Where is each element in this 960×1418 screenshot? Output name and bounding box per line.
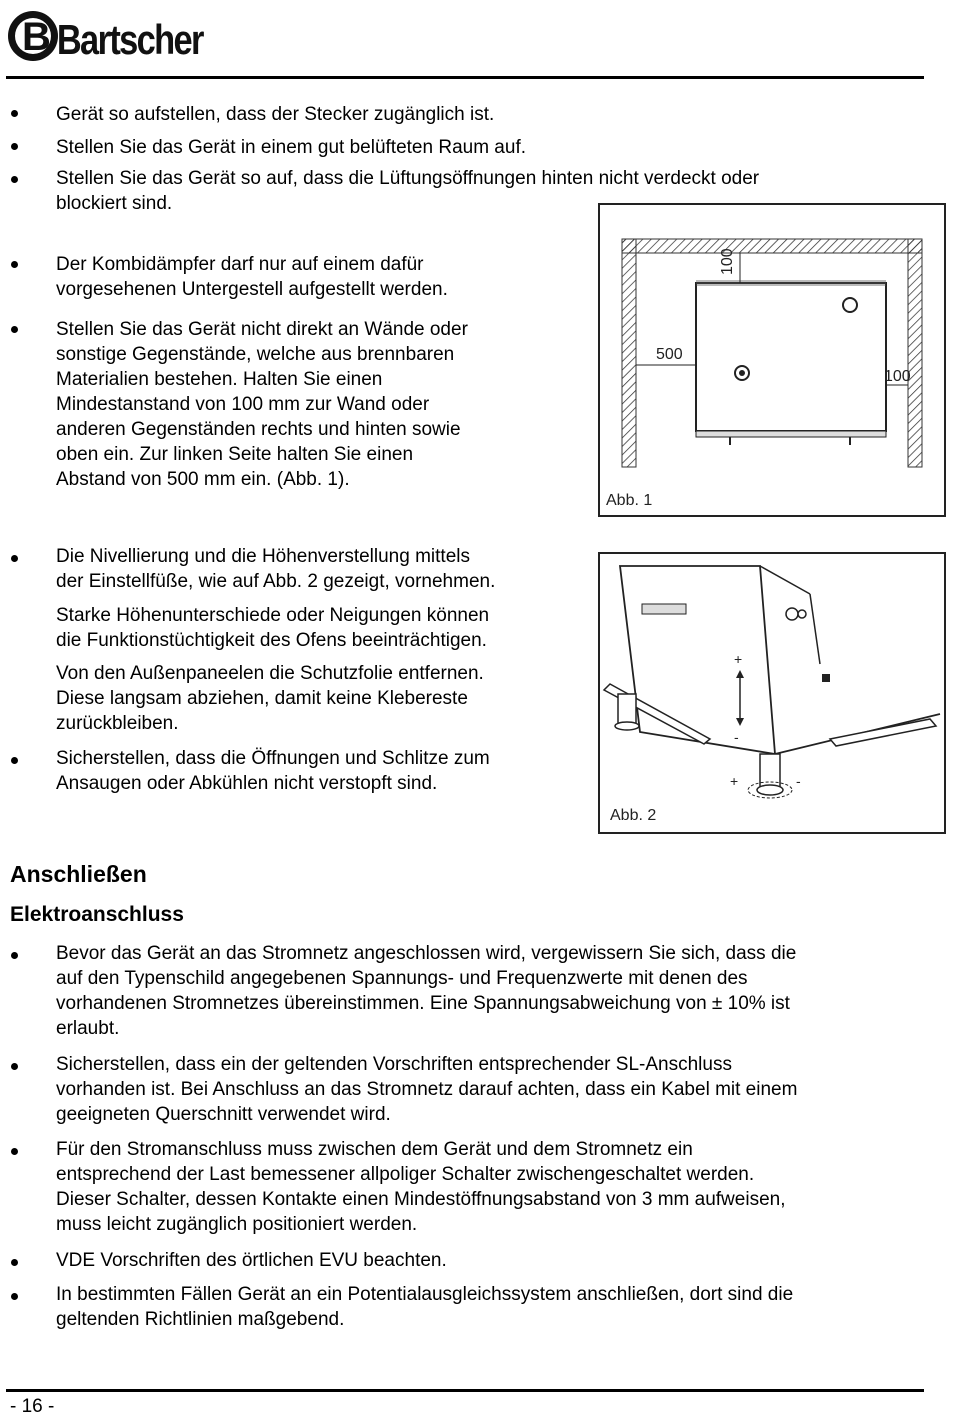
bullet-dot <box>11 326 18 333</box>
list-item: Für den Stromanschluss muss zwischen dem Gerät und dem Stromnetz ein entsprechend der Last bemessener allpoliger Schalter zwischengeschaltet werden. Dieser Schalter, dessen Kontakte einen Mindestöffnungsabstand von 3 mm aufweisen, muss leicht zugänglich positioniert werden. <box>56 1139 786 1235</box>
figure-2 <box>598 552 946 834</box>
paragraph: Von den Außenpaneelen die Schutzfolie entfernen. Diese langsam abziehen, damit keine Klebereste zurückbleiben. <box>56 663 484 734</box>
clearance-diagram <box>600 205 944 515</box>
leveling-feet-diagram <box>600 554 944 832</box>
bartscher-logo-icon <box>6 4 218 68</box>
bullet-dot <box>11 176 18 183</box>
svg-text:-: - <box>734 729 739 745</box>
bullet-dot <box>11 1293 18 1300</box>
section-title: Anschließen <box>10 861 147 887</box>
bullet-dot <box>11 555 18 562</box>
page-number: - 16 - <box>10 1396 55 1417</box>
bullet-dot <box>11 952 18 959</box>
figure-1 <box>598 203 946 517</box>
list-item: Gerät so aufstellen, dass der Stecker zugänglich ist. <box>56 104 495 125</box>
bullet-dot <box>11 1148 18 1155</box>
bullet-dot <box>11 757 18 764</box>
svg-text:B: B <box>22 15 51 59</box>
footer-rule <box>6 1389 924 1392</box>
bullet-dot <box>11 1063 18 1070</box>
list-item: Bevor das Gerät an das Stromnetz angeschlossen wird, vergewissern Sie sich, dass die auf den Typenschild angegebenen Spannungs- und Frequenzwerte mit denen des vorhandenen Stromnetzes übereinstimmen. Eine Spannungsabweichung von ± 10% ist erlaubt. <box>56 943 797 1039</box>
list-item: Sicherstellen, dass die Öffnungen und Schlitze zum Ansaugen oder Abkühlen nicht verstopft sind. <box>56 748 490 794</box>
list-item: Sicherstellen, dass ein der geltenden Vorschriften entsprechender SL-Anschluss vorhanden ist. Bei Anschluss an das Stromnetz darauf achten, dass ein Kabel mit einem geeigneten Querschnitt verwendet wird. <box>56 1054 798 1125</box>
list-item: Stellen Sie das Gerät in einem gut belüfteten Raum auf. <box>56 137 526 158</box>
svg-text:Bartscher: Bartscher <box>56 16 203 64</box>
figure-1-caption: Abb. 1 <box>606 492 653 509</box>
header-rule <box>6 76 924 79</box>
bullet-dot <box>11 110 18 117</box>
svg-text:+: + <box>734 651 743 667</box>
svg-text:-: - <box>796 773 801 789</box>
paragraph: Starke Höhenunterschiede oder Neigungen können die Funktionstüchtigkeit des Ofens beeinträchtigen. <box>56 605 490 651</box>
svg-text:+: + <box>730 773 739 789</box>
bullet-dot <box>11 1259 18 1266</box>
section-subtitle: Elektroanschluss <box>10 903 184 926</box>
figure-2-caption: Abb. 2 <box>610 807 657 824</box>
dim-left-label: 500 <box>656 346 683 363</box>
list-item: Die Nivellierung und die Höhenverstellung mittels der Einstellfüße, wie auf Abb. 2 gezeigt, vornehmen. <box>56 546 496 592</box>
dim-top-label: 100 <box>719 248 736 275</box>
list-item: VDE Vorschriften des örtlichen EVU beachten. <box>56 1250 447 1271</box>
list-item: Stellen Sie das Gerät so auf, dass die Lüftungsöffnungen hinten nicht verdeckt oder blockiert sind. <box>56 168 760 214</box>
brand-logo <box>6 4 218 68</box>
dim-right-label: 100 <box>884 368 911 385</box>
bullet-dot <box>11 143 18 150</box>
bullet-dot <box>11 261 18 268</box>
list-item: Stellen Sie das Gerät nicht direkt an Wände oder sonstige Gegenstände, welche aus brennbaren Materialien bestehen. Halten Sie einen Mindestanstand von 100 mm zur Wand oder anderen Gegenständen rechts und hinten sowie oben ein. Zur linken Seite halten Sie einen Abstand von 500 mm ein. (Abb. 1). <box>56 319 468 490</box>
list-item: In bestimmten Fällen Gerät an ein Potentialausgleichssystem anschließen, dort sind die geltenden Richtlinien maßgebend. <box>56 1284 794 1330</box>
list-item: Der Kombidämpfer darf nur auf einem dafür vorgesehenen Untergestell aufgestellt werden. <box>56 254 448 300</box>
